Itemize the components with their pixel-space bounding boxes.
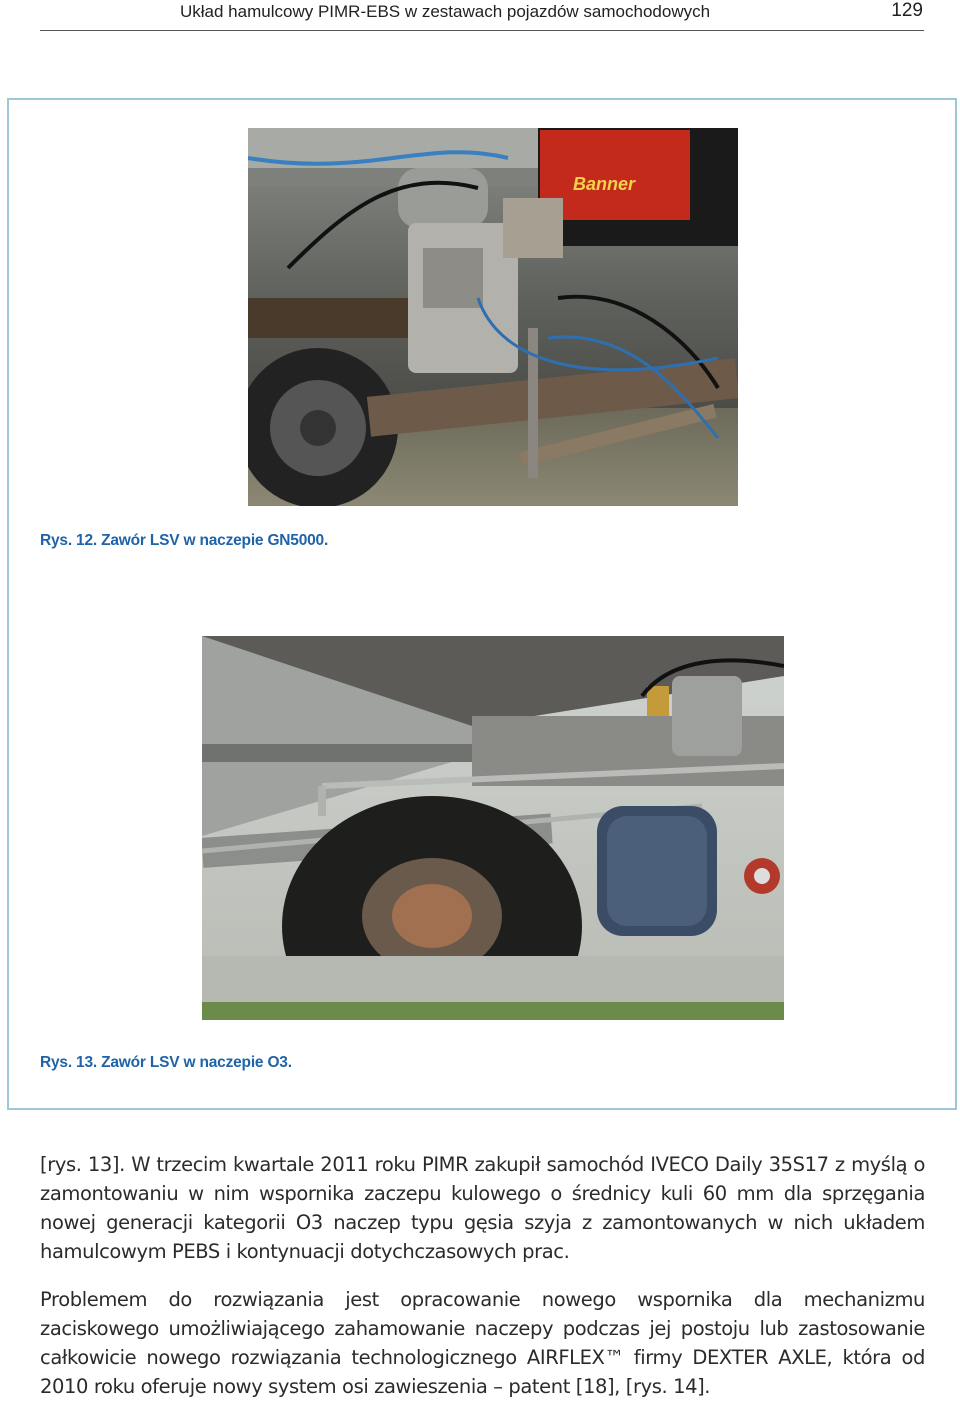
page-number: 129 [891,0,923,21]
figure-12-caption: Rys. 12. Zawór LSV w naczepie GN5000. [40,532,329,549]
body-paragraph-1 [40,1150,925,1266]
photo-lsv-valve-o3 [202,636,784,1020]
paragraph-1-text: W trzecim kwartale 2011 roku PIMR zakupił samochód IVECO Daily 35S17 z myślą o zamontowaniu w nim wspornika zaczepu kulowego o średnicy kuli 60 mm dla sprzęgania nowej generacji kategorii O3 naczep typu gęsia szyja z zamontowanych w nich układem hamulcowym PEBS i kontynuacji dotychczasowych prac. [40,1153,925,1263]
battery-brand-text: Banner [573,174,636,194]
photo-lsv-valve-gn5000 [248,128,738,506]
body-paragraph-2: Problemem do rozwiązania jest opracowanie nowego wspornika dla mechanizmu zaciskowego umożliwiającego zahamowanie naczepy podczas jej postoju lub zastosowanie całkowicie nowego rozwiązania technologicznego AIRFLEX™ firmy DEXTER AXLE, która od 2010 roku oferuje nowy system osi zawieszenia – patent [18], [rys. 14]. [40,1288,925,1398]
running-title: Układ hamulcowy PIMR-EBS w zestawach pojazdów samochodowych [180,2,711,21]
header-rule [40,30,924,31]
figure-reference: [rys. 13]. [40,1153,125,1176]
figure-13-caption: Rys. 13. Zawór LSV w naczepie O3. [40,1054,292,1071]
